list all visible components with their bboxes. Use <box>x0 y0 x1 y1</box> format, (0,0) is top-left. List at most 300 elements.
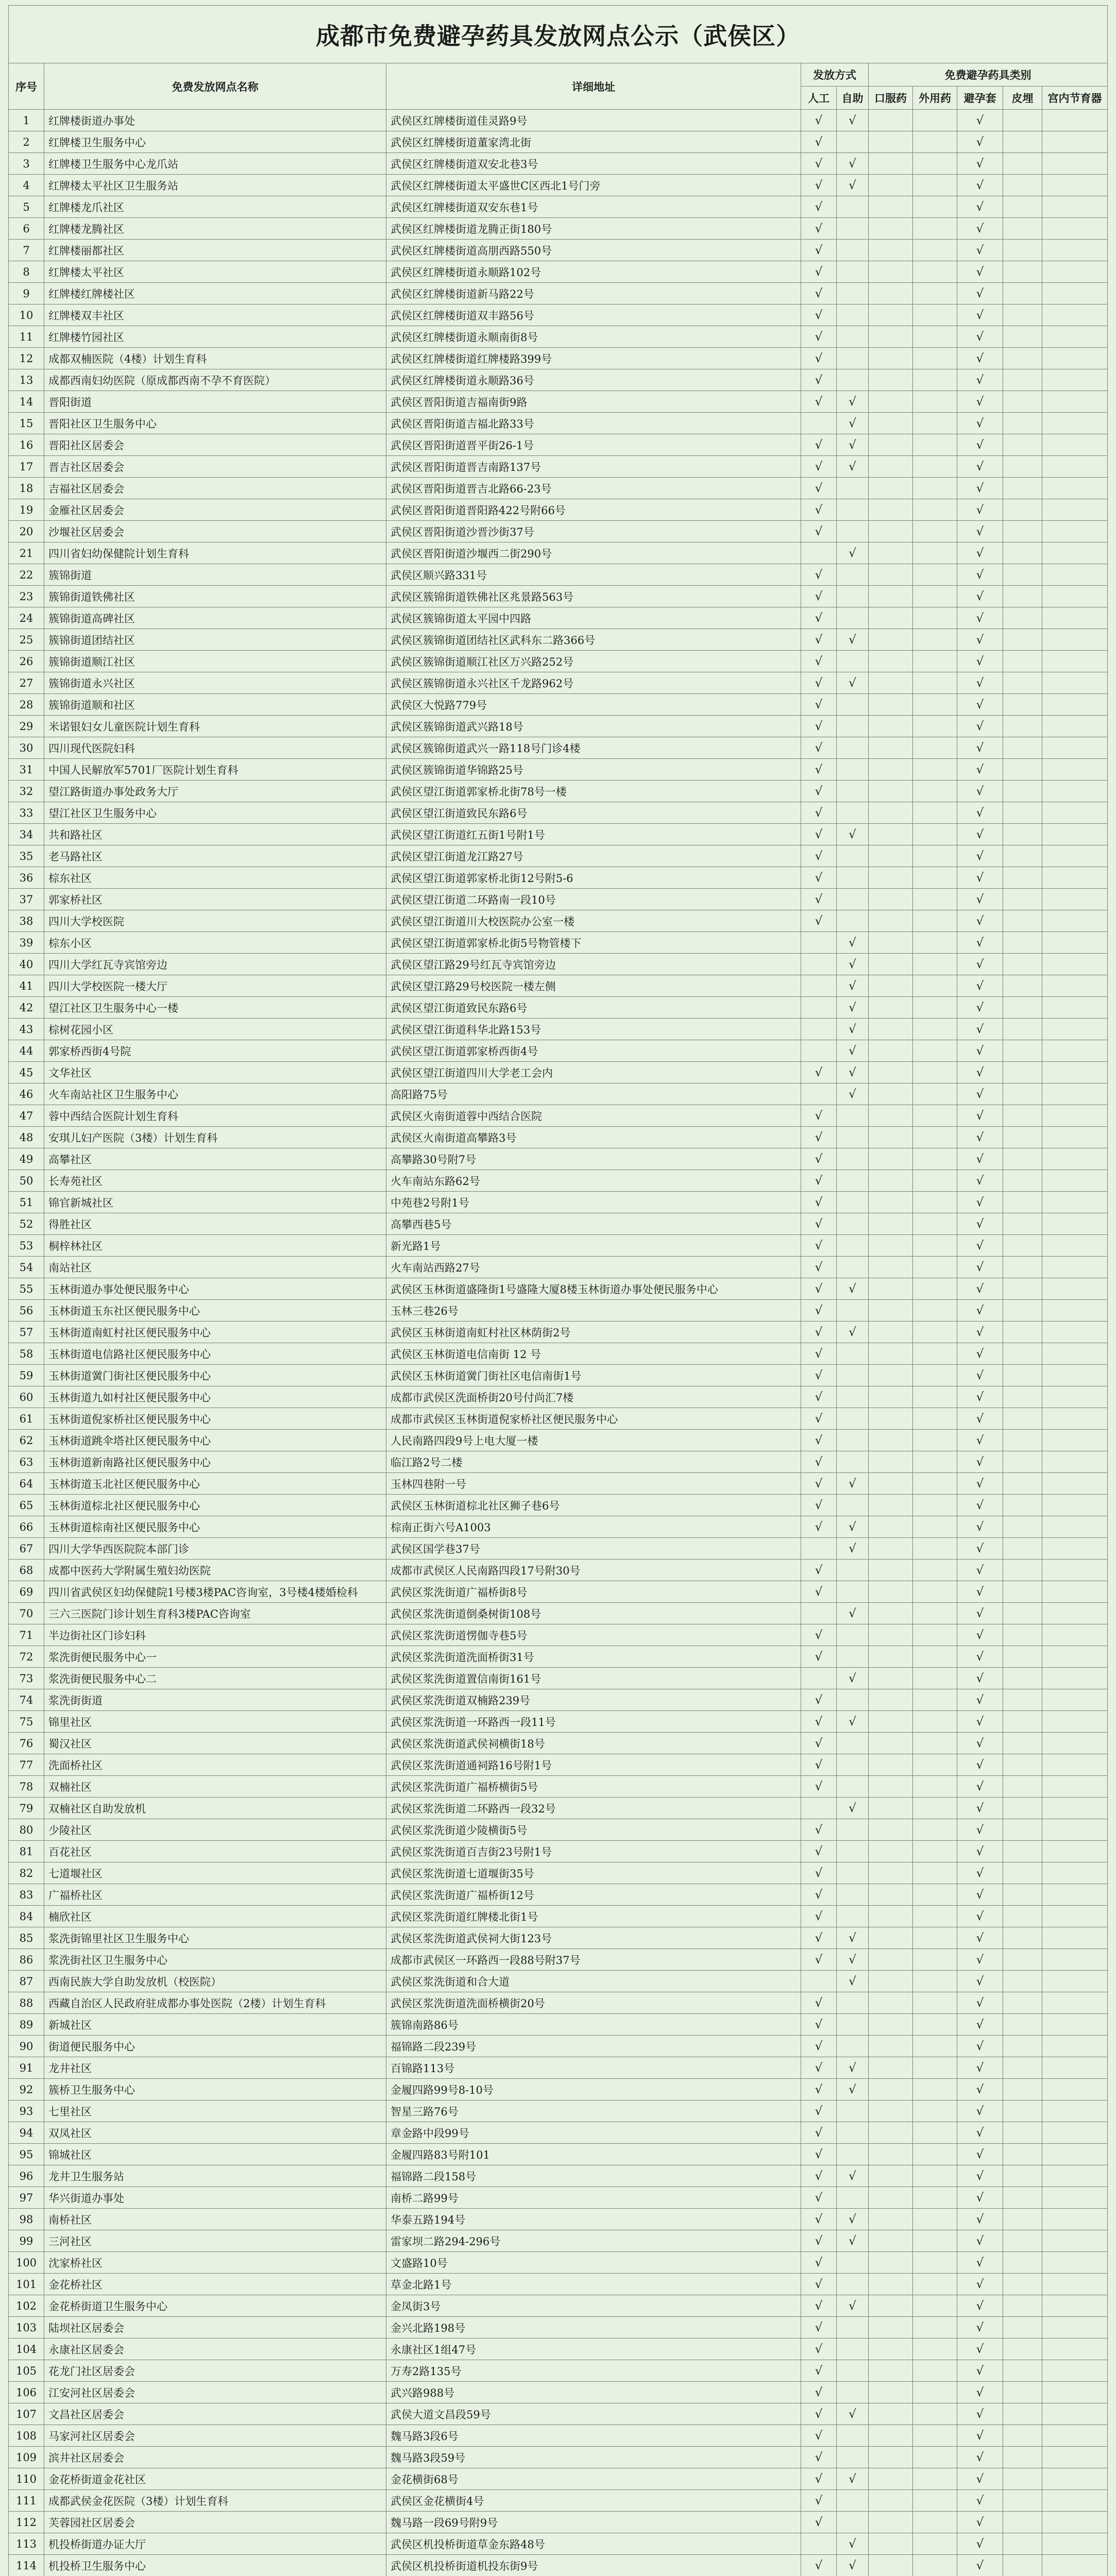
cell-name: 簇锦街道铁佛社区 <box>44 586 386 607</box>
cell-type-condom <box>957 759 1003 781</box>
check-mark: √ <box>976 676 984 690</box>
cell-type-oral <box>869 737 913 759</box>
cell-name: 四川省武侯区妇幼保健院1号楼3楼PAC咨询室，3号楼4楼婚检科 <box>44 1581 386 1603</box>
cell-method-manual <box>801 2252 837 2274</box>
check-mark: √ <box>815 784 823 798</box>
check-mark: √ <box>976 1195 984 1209</box>
cell-address: 武侯区望江街道郭家桥北街78号一楼 <box>386 781 801 802</box>
cell-address: 金履四路83号附101 <box>386 2144 801 2165</box>
cell-type-implant <box>1003 1430 1042 1451</box>
cell-type-condom <box>957 2533 1003 2555</box>
check-mark: √ <box>976 871 984 885</box>
cell-method-manual <box>801 694 837 716</box>
check-mark: √ <box>976 330 984 344</box>
cell-type-iud <box>1042 932 1108 954</box>
check-mark: √ <box>976 2234 984 2248</box>
cell-no: 83 <box>9 1884 44 1906</box>
cell-type-iud <box>1042 1971 1108 1992</box>
check-mark: √ <box>976 1109 984 1123</box>
cell-no: 30 <box>9 737 44 759</box>
cell-type-iud <box>1042 240 1108 261</box>
table-row <box>9 910 1108 932</box>
cell-no: 108 <box>9 2425 44 2447</box>
table-row <box>9 1906 1108 1927</box>
cell-type-condom <box>957 1062 1003 1083</box>
cell-address: 华泰五路194号 <box>386 2209 801 2230</box>
cell-type-implant <box>1003 1148 1042 1170</box>
cell-method-self <box>837 2036 869 2057</box>
cell-name: 簇锦街道团结社区 <box>44 629 386 651</box>
cell-type-oral <box>869 1668 913 1689</box>
cell-name: 机投桥街道办证大厅 <box>44 2533 386 2555</box>
cell-method-self <box>837 1516 869 1538</box>
cell-method-self <box>837 2252 869 2274</box>
cell-type-implant <box>1003 607 1042 629</box>
cell-address: 武侯区玉林街道南虹村社区林荫街2号 <box>386 1321 801 1343</box>
table-row <box>9 2057 1108 2079</box>
cell-method-manual <box>801 1862 837 1884</box>
check-mark: √ <box>815 2191 823 2205</box>
cell-type-implant <box>1003 1365 1042 1386</box>
cell-method-self <box>837 499 869 521</box>
cell-name: 西藏自治区人民政府驻成都办事处医院（2楼）计划生育科 <box>44 1992 386 2014</box>
check-mark: √ <box>815 1347 823 1361</box>
cell-address: 魏马路3段59号 <box>386 2447 801 2468</box>
cell-type-implant <box>1003 348 1042 369</box>
table-row <box>9 153 1108 175</box>
cell-type-iud <box>1042 2079 1108 2100</box>
cell-type-implant <box>1003 240 1042 261</box>
cell-name: 红牌楼街道办事处 <box>44 110 386 131</box>
cell-no: 9 <box>9 283 44 304</box>
check-mark: √ <box>976 308 984 322</box>
cell-name: 玉林街道跳伞塔社区便民服务中心 <box>44 1430 386 1451</box>
cell-no: 89 <box>9 2014 44 2036</box>
cell-type-implant <box>1003 2447 1042 2468</box>
check-mark: √ <box>815 2299 823 2313</box>
cell-no: 65 <box>9 1495 44 1516</box>
table-row <box>9 1235 1108 1257</box>
cell-type-iud <box>1042 1083 1108 1105</box>
table-row <box>9 1213 1108 1235</box>
cell-type-iud <box>1042 975 1108 997</box>
cell-method-manual <box>801 1971 837 1992</box>
cell-no: 39 <box>9 932 44 954</box>
check-mark: √ <box>976 2515 984 2529</box>
check-mark: √ <box>976 1174 984 1188</box>
cell-type-condom <box>957 1971 1003 1992</box>
table-row <box>9 175 1108 196</box>
cell-type-iud <box>1042 304 1108 326</box>
cell-type-implant <box>1003 889 1042 910</box>
cell-type-implant <box>1003 1927 1042 1949</box>
cell-no: 104 <box>9 2338 44 2360</box>
cell-no: 64 <box>9 1473 44 1495</box>
cell-type-oral <box>869 1257 913 1278</box>
cell-method-self <box>837 1624 869 1646</box>
check-mark: √ <box>976 2126 984 2140</box>
cell-type-condom <box>957 1300 1003 1321</box>
check-mark: √ <box>976 1628 984 1642</box>
cell-type-external <box>913 1343 957 1365</box>
table-header <box>9 63 1108 110</box>
cell-type-condom <box>957 1581 1003 1603</box>
cell-type-implant <box>1003 2230 1042 2252</box>
cell-address: 武侯区红牌楼街道董家湾北街 <box>386 131 801 153</box>
check-mark: √ <box>815 633 823 647</box>
table-row <box>9 586 1108 607</box>
cell-name: 簇锦街道顺江社区 <box>44 651 386 672</box>
cell-method-self <box>837 1365 869 1386</box>
cell-address: 武侯区望江路29号红瓦寺宾馆旁边 <box>386 954 801 975</box>
check-mark: √ <box>815 1563 823 1577</box>
cell-type-implant <box>1003 1451 1042 1473</box>
cell-type-external <box>913 261 957 283</box>
check-mark: √ <box>815 330 823 344</box>
cell-type-external <box>913 283 957 304</box>
cell-name: 三六三医院门诊计划生育科3楼PAC咨询室 <box>44 1603 386 1624</box>
cell-method-self <box>837 889 869 910</box>
check-mark: √ <box>815 1888 823 1902</box>
cell-no: 105 <box>9 2360 44 2382</box>
cell-method-manual <box>801 910 837 932</box>
check-mark: √ <box>976 1953 984 1967</box>
table-row <box>9 1127 1108 1148</box>
check-mark: √ <box>976 1412 984 1426</box>
cell-type-external <box>913 1257 957 1278</box>
cell-type-external <box>913 2533 957 2555</box>
cell-no: 68 <box>9 1560 44 1581</box>
cell-type-condom <box>957 369 1003 391</box>
cell-address: 武侯区玉林街道盛隆街1号盛隆大厦8楼玉林街道办事处便民服务中心 <box>386 1278 801 1300</box>
cell-type-oral <box>869 997 913 1019</box>
cell-type-oral <box>869 889 913 910</box>
cell-type-oral <box>869 1971 913 1992</box>
cell-type-external <box>913 1365 957 1386</box>
cell-method-manual <box>801 1365 837 1386</box>
cell-type-oral <box>869 1560 913 1581</box>
cell-method-self <box>837 1300 869 1321</box>
cell-address: 武侯区浆洗街道七道堰街35号 <box>386 1862 801 1884</box>
check-mark: √ <box>976 2169 984 2183</box>
cell-no: 60 <box>9 1386 44 1408</box>
cell-address: 成都市武侯区一环路西一段88号附37号 <box>386 1949 801 1971</box>
cell-type-iud <box>1042 521 1108 543</box>
cell-address: 武侯区玉林街道棕北社区狮子巷6号 <box>386 1495 801 1516</box>
cell-type-implant <box>1003 413 1042 434</box>
cell-type-iud <box>1042 2555 1108 2576</box>
cell-name: 玉林街道棕北社区便民服务中心 <box>44 1495 386 1516</box>
cell-type-oral <box>869 651 913 672</box>
cell-type-external <box>913 997 957 1019</box>
check-mark: √ <box>815 1152 823 1166</box>
cell-type-implant <box>1003 2274 1042 2295</box>
cell-address: 武侯区浆洗街道红牌楼北街1号 <box>386 1906 801 1927</box>
cell-no: 32 <box>9 781 44 802</box>
cell-method-self <box>837 2425 869 2447</box>
cell-type-iud <box>1042 218 1108 240</box>
cell-type-oral <box>869 434 913 456</box>
cell-type-iud <box>1042 1819 1108 1841</box>
cell-type-external <box>913 2165 957 2187</box>
cell-type-oral <box>869 1408 913 1430</box>
cell-type-oral <box>869 153 913 175</box>
check-mark: √ <box>815 373 823 387</box>
cell-type-implant <box>1003 1019 1042 1040</box>
cell-method-self <box>837 2230 869 2252</box>
table-row <box>9 1300 1108 1321</box>
table-row <box>9 1257 1108 1278</box>
cell-no: 74 <box>9 1689 44 1711</box>
cell-type-implant <box>1003 824 1042 845</box>
cell-type-condom <box>957 1386 1003 1408</box>
cell-type-oral <box>869 1538 913 1560</box>
cell-no: 106 <box>9 2382 44 2403</box>
check-mark: √ <box>815 849 823 863</box>
cell-type-external <box>913 889 957 910</box>
cell-address: 临江路2号二楼 <box>386 1451 801 1473</box>
cell-address: 武侯区浆洗街道洗面桥横街20号 <box>386 1992 801 2014</box>
cell-type-iud <box>1042 391 1108 413</box>
cell-no: 59 <box>9 1365 44 1386</box>
check-mark: √ <box>815 2147 823 2161</box>
check-mark: √ <box>976 633 984 647</box>
cell-type-oral <box>869 607 913 629</box>
cell-type-external <box>913 737 957 759</box>
cell-type-condom <box>957 2468 1003 2490</box>
cell-type-external <box>913 1646 957 1668</box>
cell-method-self <box>837 1148 869 1170</box>
check-mark: √ <box>976 741 984 755</box>
cell-type-external <box>913 1884 957 1906</box>
cell-type-condom <box>957 1321 1003 1343</box>
cell-method-manual <box>801 2425 837 2447</box>
cell-type-implant <box>1003 1538 1042 1560</box>
table-row <box>9 326 1108 348</box>
table-row <box>9 2230 1108 2252</box>
cell-name: 芙蓉园社区居委会 <box>44 2512 386 2533</box>
cell-address: 武侯区红牌楼街道红牌楼路399号 <box>386 348 801 369</box>
cell-method-self <box>837 1538 869 1560</box>
cell-type-external <box>913 2122 957 2144</box>
cell-method-manual <box>801 1062 837 1083</box>
cell-name: 红牌楼太平社区 <box>44 261 386 283</box>
check-mark: √ <box>976 1217 984 1231</box>
cell-type-oral <box>869 348 913 369</box>
cell-method-manual <box>801 759 837 781</box>
cell-name: 晋阳社区卫生服务中心 <box>44 413 386 434</box>
check-mark: √ <box>976 178 984 192</box>
cell-type-oral <box>869 1062 913 1083</box>
check-mark: √ <box>815 654 823 668</box>
check-mark: √ <box>815 135 823 149</box>
cell-type-condom <box>957 629 1003 651</box>
check-mark: √ <box>815 1628 823 1642</box>
cell-name: 长寿苑社区 <box>44 1170 386 1192</box>
cell-no: 13 <box>9 369 44 391</box>
cell-name: 簇锦街道永兴社区 <box>44 672 386 694</box>
cell-method-self <box>837 1408 869 1430</box>
cell-method-manual <box>801 1040 837 1062</box>
cell-name: 红牌楼卫生服务中心 <box>44 131 386 153</box>
cell-type-external <box>913 932 957 954</box>
cell-method-manual <box>801 1581 837 1603</box>
cell-type-condom <box>957 2555 1003 2576</box>
cell-method-self <box>837 1083 869 1105</box>
cell-type-iud <box>1042 1300 1108 1321</box>
cell-type-iud <box>1042 1906 1108 1927</box>
cell-type-condom <box>957 1949 1003 1971</box>
cell-type-external <box>913 1235 957 1257</box>
cell-type-condom <box>957 2447 1003 2468</box>
cell-address: 武侯区望江路29号校医院一楼左侧 <box>386 975 801 997</box>
cell-type-iud <box>1042 1213 1108 1235</box>
cell-address: 武侯区浆洗街道少陵横街5号 <box>386 1819 801 1841</box>
cell-type-iud <box>1042 1668 1108 1689</box>
cell-type-condom <box>957 1798 1003 1819</box>
cell-type-condom <box>957 1884 1003 1906</box>
cell-name: 玉林街道办事处便民服务中心 <box>44 1278 386 1300</box>
table-row <box>9 1711 1108 1733</box>
check-mark: √ <box>976 762 984 776</box>
table-row <box>9 672 1108 694</box>
cell-type-implant <box>1003 2425 1042 2447</box>
table-row <box>9 2555 1108 2576</box>
cell-method-manual <box>801 2382 837 2403</box>
cell-type-condom <box>957 1235 1003 1257</box>
check-mark: √ <box>815 2385 823 2399</box>
table-row <box>9 2360 1108 2382</box>
cell-type-condom <box>957 110 1003 131</box>
cell-method-self <box>837 1192 869 1213</box>
cell-type-iud <box>1042 369 1108 391</box>
cell-method-manual <box>801 1343 837 1365</box>
cell-type-external <box>913 348 957 369</box>
cell-type-implant <box>1003 478 1042 499</box>
cell-method-self <box>837 1798 869 1819</box>
table-row <box>9 110 1108 131</box>
cell-type-iud <box>1042 564 1108 586</box>
check-mark: √ <box>815 2234 823 2248</box>
cell-address: 中苑巷2号附1号 <box>386 1192 801 1213</box>
cell-address: 武侯区望江街道致民东路6号 <box>386 997 801 1019</box>
cell-no: 96 <box>9 2165 44 2187</box>
cell-type-condom <box>957 607 1003 629</box>
cell-method-self <box>837 651 869 672</box>
cell-method-self <box>837 1495 869 1516</box>
cell-address: 魏马路一段69号附9号 <box>386 2512 801 2533</box>
cell-type-condom <box>957 2512 1003 2533</box>
cell-type-condom <box>957 997 1003 1019</box>
cell-method-self <box>837 716 869 737</box>
cell-type-external <box>913 2425 957 2447</box>
check-mark: √ <box>976 654 984 668</box>
check-mark: √ <box>976 2494 984 2507</box>
cell-method-self <box>837 737 869 759</box>
cell-name: 四川省妇幼保健院计划生育科 <box>44 543 386 564</box>
cell-method-manual <box>801 2403 837 2425</box>
cell-type-implant <box>1003 2014 1042 2036</box>
check-mark: √ <box>815 719 823 733</box>
cell-type-oral <box>869 1624 913 1646</box>
cell-type-external <box>913 1689 957 1711</box>
cell-address: 智星三路76号 <box>386 2100 801 2122</box>
cell-type-external <box>913 1192 957 1213</box>
cell-type-implant <box>1003 759 1042 781</box>
cell-type-oral <box>869 1927 913 1949</box>
check-mark: √ <box>815 1217 823 1231</box>
cell-type-oral <box>869 218 913 240</box>
cell-type-condom <box>957 196 1003 218</box>
cell-type-oral <box>869 2079 913 2100</box>
check-mark: √ <box>976 2039 984 2053</box>
cell-type-implant <box>1003 975 1042 997</box>
table-row <box>9 845 1108 867</box>
cell-name: 桐梓林社区 <box>44 1235 386 1257</box>
cell-type-iud <box>1042 1148 1108 1170</box>
cell-type-implant <box>1003 2317 1042 2338</box>
cell-no: 93 <box>9 2100 44 2122</box>
cell-type-iud <box>1042 2165 1108 2187</box>
check-mark: √ <box>976 914 984 928</box>
check-mark: √ <box>976 957 984 971</box>
check-mark: √ <box>849 1931 856 1945</box>
cell-type-implant <box>1003 2468 1042 2490</box>
cell-type-implant <box>1003 369 1042 391</box>
cell-name: 金花桥街道卫生服务中心 <box>44 2295 386 2317</box>
cell-no: 69 <box>9 1581 44 1603</box>
cell-method-self <box>837 2512 869 2533</box>
cell-type-external <box>913 1581 957 1603</box>
cell-type-external <box>913 1906 957 1927</box>
check-mark: √ <box>976 2364 984 2378</box>
table-row <box>9 1884 1108 1906</box>
cell-method-manual <box>801 2490 837 2512</box>
check-mark: √ <box>976 2061 984 2075</box>
cell-type-oral <box>869 1819 913 1841</box>
cell-method-manual <box>801 629 837 651</box>
check-mark: √ <box>976 2320 984 2334</box>
check-mark: √ <box>976 1974 984 1988</box>
cell-type-iud <box>1042 1278 1108 1300</box>
cell-no: 12 <box>9 348 44 369</box>
cell-type-external <box>913 391 957 413</box>
cell-type-external <box>913 716 957 737</box>
table-row <box>9 2100 1108 2122</box>
cell-type-condom <box>957 975 1003 997</box>
cell-address: 棕南正街六号A1003 <box>386 1516 801 1538</box>
cell-type-external <box>913 2490 957 2512</box>
cell-type-iud <box>1042 2468 1108 2490</box>
cell-name: 安琪儿妇产医院（3楼）计划生育科 <box>44 1127 386 1148</box>
cell-type-external <box>913 1560 957 1581</box>
cell-type-implant <box>1003 2533 1042 2555</box>
cell-type-oral <box>869 2187 913 2209</box>
cell-name: 三河社区 <box>44 2230 386 2252</box>
cell-name: 玉林街道黉门街社区便民服务中心 <box>44 1365 386 1386</box>
cell-name: 金花桥社区 <box>44 2274 386 2295</box>
cell-type-external <box>913 153 957 175</box>
table-row <box>9 1689 1108 1711</box>
header-type-condom: 避孕套 <box>957 87 1003 110</box>
cell-type-external <box>913 1062 957 1083</box>
check-mark: √ <box>976 1390 984 1404</box>
cell-type-external <box>913 954 957 975</box>
cell-method-manual <box>801 1776 837 1798</box>
cell-method-manual <box>801 1127 837 1148</box>
cell-no: 20 <box>9 521 44 543</box>
table-row <box>9 629 1108 651</box>
